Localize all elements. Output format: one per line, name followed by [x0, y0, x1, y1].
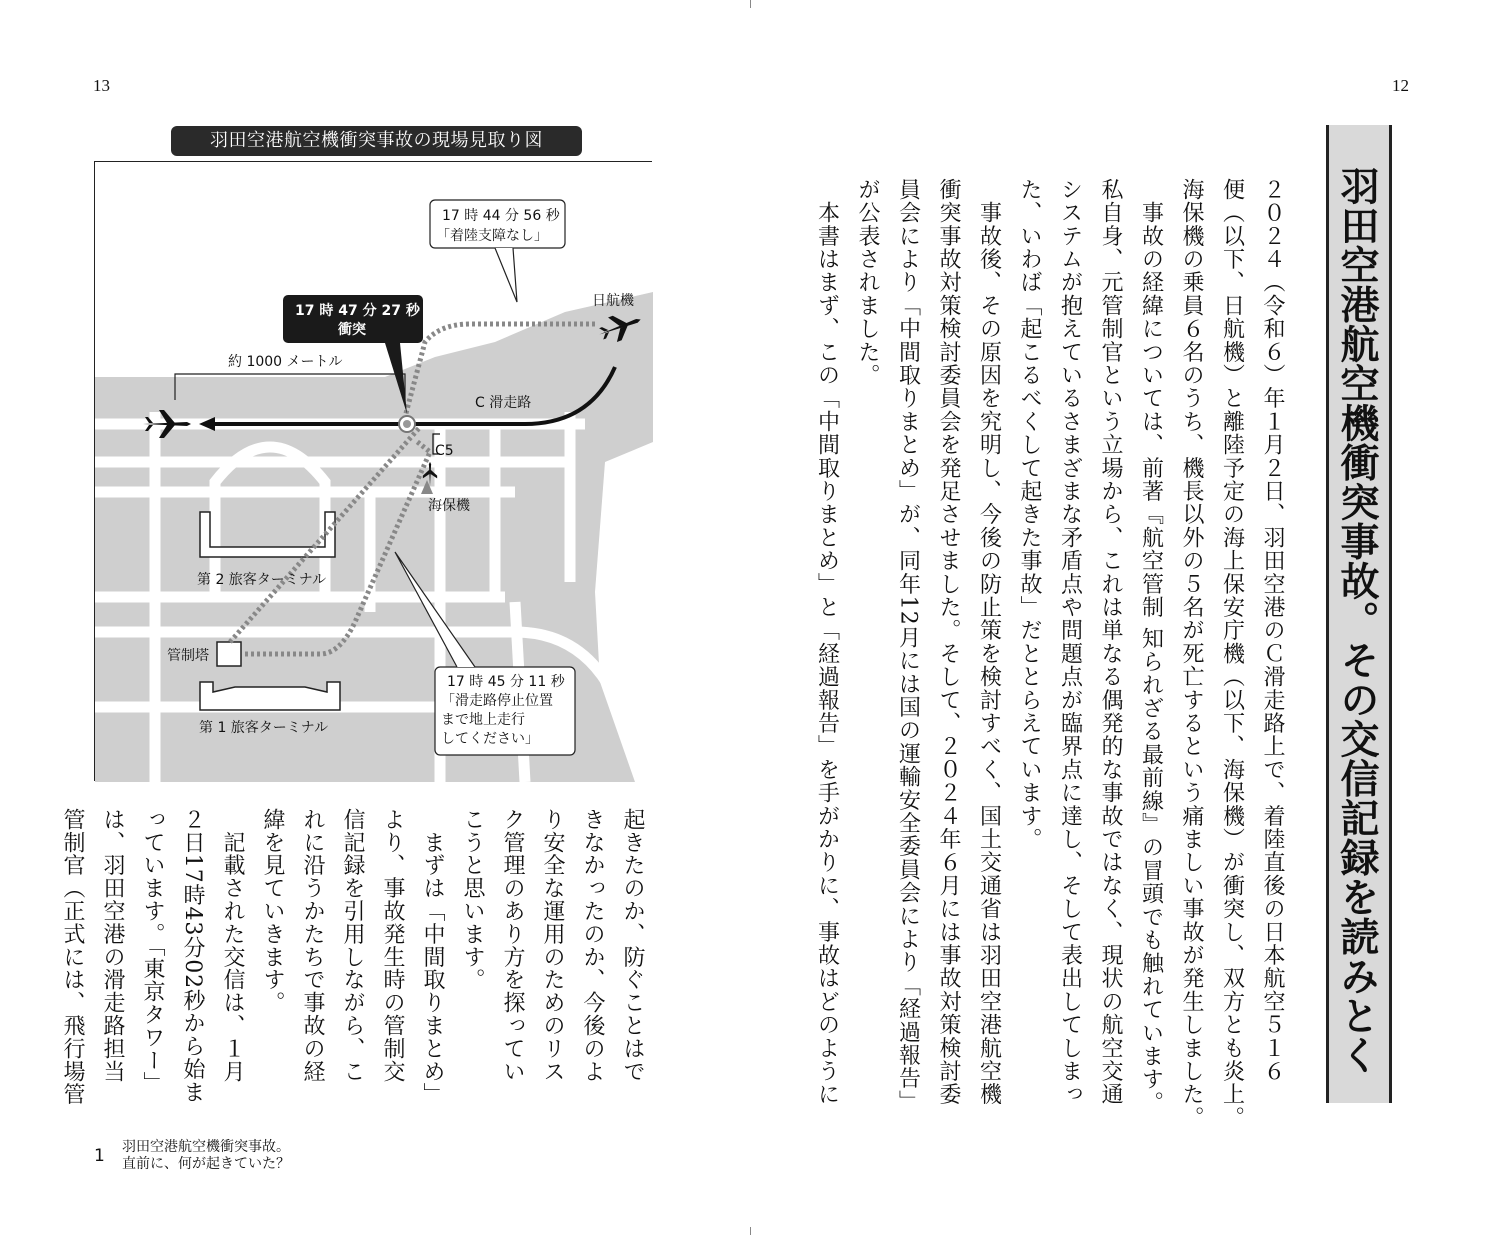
callout-2-line1: 「滑走路停止位置 [441, 693, 553, 709]
airport-map-figure [94, 161, 652, 781]
text-line: 事故の経緯については、前著『航空管制 知られざる最前線』の冒頭でも触れています。 [1138, 178, 1164, 1115]
text-line: ２日17時43分02秒から始ま [180, 808, 205, 1104]
text-line: ク管理のあり方を探ってい [500, 808, 525, 1083]
text-line: こうと思います。 [460, 808, 485, 992]
chapter-title: 羽田空港航空機衝突事故。その交信記録を読みとく [1334, 165, 1379, 1075]
label-jal: 日航機 [592, 293, 634, 309]
text-line: 緯を見ていきます。 [260, 808, 285, 1015]
crop-mark-bottom [750, 1227, 751, 1235]
collision-core [403, 420, 411, 428]
label-tower: 管制塔 [167, 648, 209, 664]
label-distance: 約 1000 メートル [228, 354, 343, 370]
main-body-text [814, 178, 1292, 1130]
callout-2-time: 17 時 45 分 11 秒 [447, 674, 565, 690]
text-line: が公表されました。 [855, 178, 880, 387]
figure-title: 羽田空港航空機衝突事故の現場見取り図 [171, 126, 582, 156]
text-line: 衝突事故対策検討委員会を発足させました。そして、２０２４年６月には事故対策検討委 [936, 178, 961, 1106]
text-line: 事故後、その原因を究明し、今後の防止策を検討すべく、国土交通省は羽田空港航空機 [976, 178, 1002, 1106]
text-line: より、事故発生時の管制交 [380, 808, 405, 1083]
control-tower [217, 642, 241, 666]
text-line: は、羽田空港の滑走路担当 [100, 808, 125, 1083]
lower-body-text [60, 808, 652, 1108]
page-number-right: 12 [1392, 76, 1409, 95]
footer-chapter-number: 1 [94, 1146, 105, 1166]
text-line: 起きたのか、防ぐことはで [620, 808, 645, 1083]
collision-label: 衝突 [338, 322, 366, 338]
text-line: まずは「中間取りまとめ」 [420, 808, 445, 1106]
label-terminal-2: 第 2 旅客ターミナル [197, 572, 327, 588]
text-line: 本書はまず、この「中間取りまとめ」と「経過報告」を手がかりに、事故はどのように [814, 178, 840, 1106]
text-line: 信記録を引用しながら、こ [340, 808, 365, 1083]
label-taxiway-c5: C5 [435, 443, 454, 459]
label-terminal-1: 第 1 旅客ターミナル [199, 720, 329, 736]
text-line: 私自身、元管制官という立場から、これは単なる偶発的な事故ではなく、現状の航空交通 [1098, 178, 1123, 1106]
page-number-left: 13 [93, 76, 110, 95]
text-line: ２０２４（令和６）年１月２日、羽田空港のＣ滑走路上で、着陸直後の日本航空５１６ [1260, 178, 1285, 1083]
footer-chapter-title: 羽田空港航空機衝突事故。 直前に、何が起きていた？ [122, 1139, 290, 1172]
text-line: 海保機の乗員６名のうち、機長以外の５名が死亡するという痛ましい事故が発生しました。 [1179, 178, 1204, 1130]
text-line: きなかったのか、今後のよ [580, 808, 605, 1083]
airport-map [95, 162, 653, 782]
chapter-title-box [1326, 125, 1392, 1103]
label-coast-guard: 海保機 [428, 498, 470, 514]
text-line: システムが抱えているさまざまな矛盾点や問題点が臨界点に達し、そして表出してしまっ [1057, 178, 1083, 1106]
text-line: れに沿うかたちで事故の経 [300, 808, 325, 1083]
label-runway-c: C 滑走路 [475, 395, 532, 411]
text-line: 員会により「中間取りまとめ」が、同年12月には国の運輸安全委員会により「経過報告」 [895, 178, 921, 1114]
text-line: 管制官（正式には、飛行場管 [60, 808, 85, 1106]
text-line: 記載された交信は、１月 [220, 808, 245, 1083]
text-line: 便（以下、日航機）と離陸予定の海上保安庁機（以下、海保機）が衝突し、双方とも炎上。 [1219, 178, 1245, 1130]
callout-2-line3: してください」 [441, 731, 539, 747]
text-line: た、いわば「起こるべくして起きた事故」だととらえています。 [1017, 178, 1042, 851]
callout-2-line2: まで地上走行 [441, 712, 525, 728]
text-line: っています。「東京タワー」 [140, 808, 165, 1095]
callout-1-message: 「着陸支障なし」 [436, 228, 548, 244]
collision-time: 17 時 47 分 27 秒 [295, 303, 420, 319]
crop-mark-top [750, 0, 751, 8]
callout-1-time: 17 時 44 分 56 秒 [442, 208, 560, 224]
text-line: り安全な運用のためのリス [540, 808, 565, 1083]
